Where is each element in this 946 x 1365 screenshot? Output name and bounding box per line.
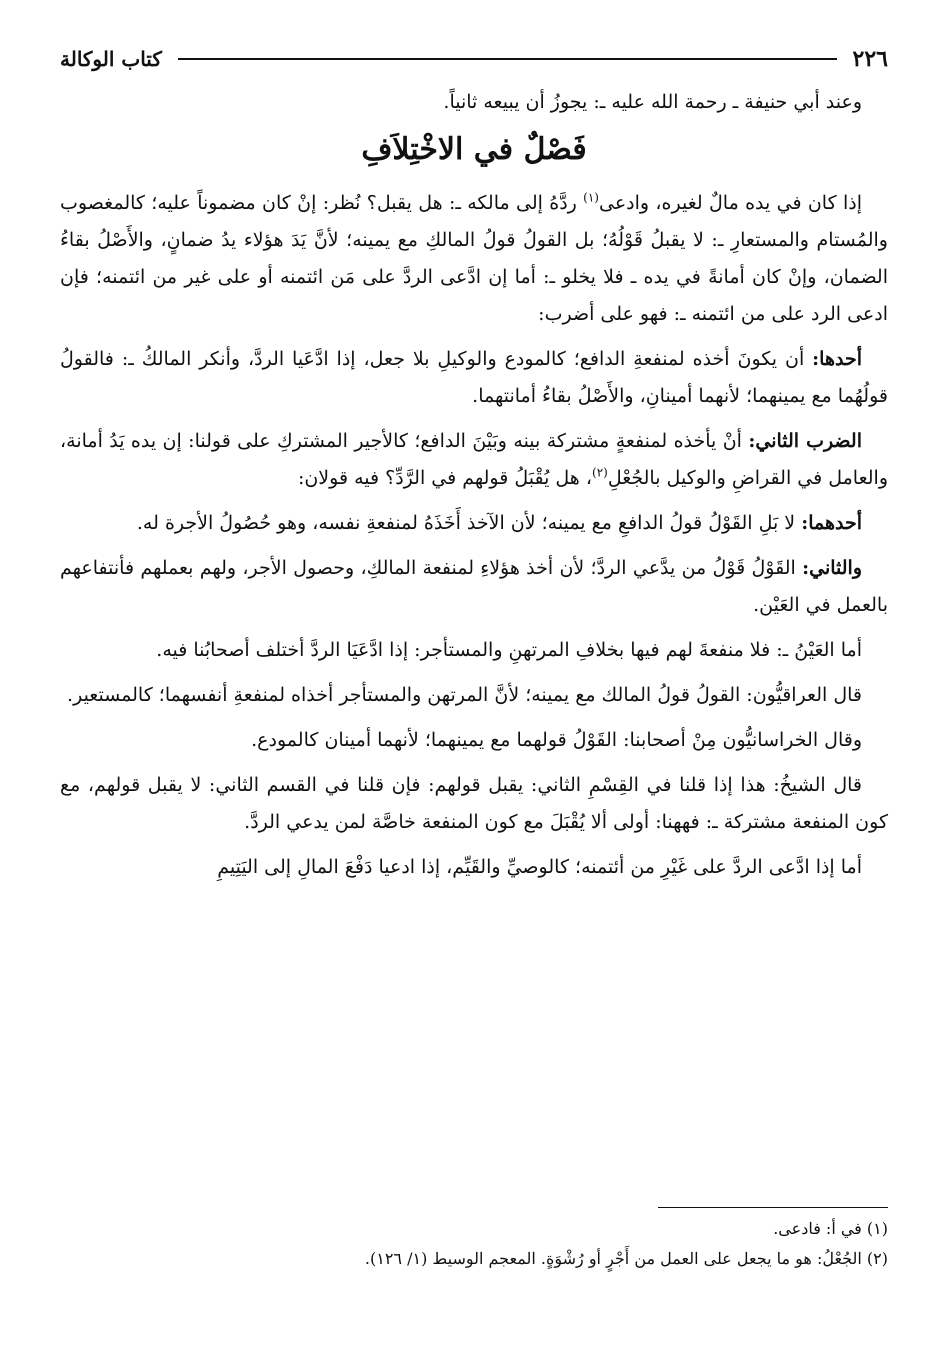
paragraph-2-lead: أحدها: xyxy=(812,348,862,370)
paragraph-9: قال الشيخُ: هذا إذا قلنا في القِسْمِ الثاني: يقبل قولهم: فإن قلنا في القسم الثاني: لا يقبل قولهم، مع كون المنفعة مشتركة ـ: فههنا: أولى ألا يُقْبَلَ مع كون المنفعة خاصَّة لمن يدعي الردَّ. xyxy=(60,774,888,833)
paragraph-3-part-b: ، هل يُقْبَلُ قولهم في الرَّدِّ؟ فيه قولان: xyxy=(297,467,592,489)
paragraph-4 xyxy=(60,505,888,542)
footnote-1: (١) في أ: فادعى. xyxy=(773,1219,888,1238)
paragraph-5-text: القَوْلُ قَوْلُ من يدَّعي الردَّ؛ لأن أخذ هؤلاءِ لمنفعة المالكِ، وحصول الأجر، ولهم بعملهم فأنتفاعهم بالعمل في العَيْن. xyxy=(60,557,888,616)
main-text xyxy=(60,84,888,894)
paragraph-4-text: لا بَلِ القَوْلُ قولُ الدافعِ مع يمينه؛ لأن الآخذ أَخَذَهُ لمنفعةِ نفسه، وهو حُصُولُ الأجرة له. xyxy=(136,512,802,534)
running-title: كتاب الوكالة xyxy=(60,47,162,71)
paragraph-5-lead: والثاني: xyxy=(802,557,862,579)
footnote-separator xyxy=(658,1207,888,1208)
footnote-ref-2[interactable]: (٢) xyxy=(592,465,608,480)
paragraph-2-text: أن يكونَ أخذه لمنفعةِ الدافع؛ كالمودع والوكيلِ بلا جعل، إذا ادَّعَيا الردَّ، وأنكر المالكُ ـ: فالقولُ قولُهُما مع يمينهما؛ لأنهما أمينانِ، والأَصْلُ بقاءُ أمانتهما. xyxy=(60,348,888,407)
paragraph-1-part-a: إذا كان في يده مالٌ لغيره، وادعى xyxy=(598,192,862,214)
footnotes xyxy=(60,1214,888,1274)
footnote-2: (٢) الجُعْلُ: هو ما يجعل على العمل من أَجْرٍ أو رُشْوَةٍ. المعجم الوسيط (١/ ١٢٦). xyxy=(364,1249,888,1268)
paragraph-6: أما العَيْنُ ـ: فلا منفعةَ لهم فيها بخلافِ المرتهنِ والمستأجر: إذا ادَّعَيَا الردَّ أختلف أصحابُنا فيه. xyxy=(156,639,862,661)
intro-paragraph: وعند أبي حنيفة ـ رحمة الله عليه ـ: يجوزُ أن يبيعه ثانياً. xyxy=(443,91,862,113)
paragraph-4-lead: أحدهما: xyxy=(801,512,862,534)
paragraph-7: قال العراقيُّون: القولُ قولُ المالك مع يمينه؛ لأنَّ المرتهن والمستأجر أخذاه لمنفعةِ أنفسهما؛ كالمستعير. xyxy=(67,684,862,706)
section-title: فَصْلٌ في الاخْتِلاَفِ xyxy=(361,132,587,167)
paragraph-2 xyxy=(60,341,888,415)
paragraph-3-part-a: أنْ يأخذه لمنفعةٍ مشتركة بينه وبَيْنَ الدافع؛ كالأجير المشتركِ على قولنا: إن يده يَدُ أمانة، والعامل في القراضِ والوكيل بالجُعْلِ xyxy=(60,430,888,489)
paragraph-1 xyxy=(60,185,888,333)
paragraph-5 xyxy=(60,550,888,624)
page-header xyxy=(60,42,888,76)
paragraph-10: أما إذا ادَّعى الردَّ على غَيْرِ من أئتمنه؛ كالوصيِّ والقَيِّم، إذا ادعيا دَفْعَ المالِ إلى اليَتِيمِ xyxy=(217,856,862,878)
page-number: ٢٢٦ xyxy=(852,46,888,72)
paragraph-1-part-b: ردَّهُ إلى مالكه ـ: هل يقبل؟ نُظر: إنْ كان مضموناً عليه؛ كالمغصوب والمُستام والمستعارِ ـ: لا يقبلُ قَوْلُهُ؛ بل القولُ قولُ المالكِ مع يمينه؛ لأنَّ يَدَ هؤلاء يدُ ضمانٍ، والأَصْلُ بقاءُ الضمان، وإنْ كان أمانةً في يده ـ فلا يخلو ـ: أما إن ادَّعى الردَّ على مَن ائتمنه أو على غير من ائتمنه؛ فإن ادعى الرد على من ائتمنه ـ: فهو على أضرب: xyxy=(60,192,888,325)
paragraph-8: وقال الخراسانيُّون مِنْ أصحابنا: القَوْلُ قولهما مع يمينهما؛ لأنهما أمينان كالمودع. xyxy=(251,729,862,751)
paragraph-3-lead: الضرب الثاني: xyxy=(748,430,862,452)
header-rule xyxy=(178,58,837,60)
paragraph-3 xyxy=(60,423,888,497)
footnote-ref-1[interactable]: (١) xyxy=(583,190,599,205)
